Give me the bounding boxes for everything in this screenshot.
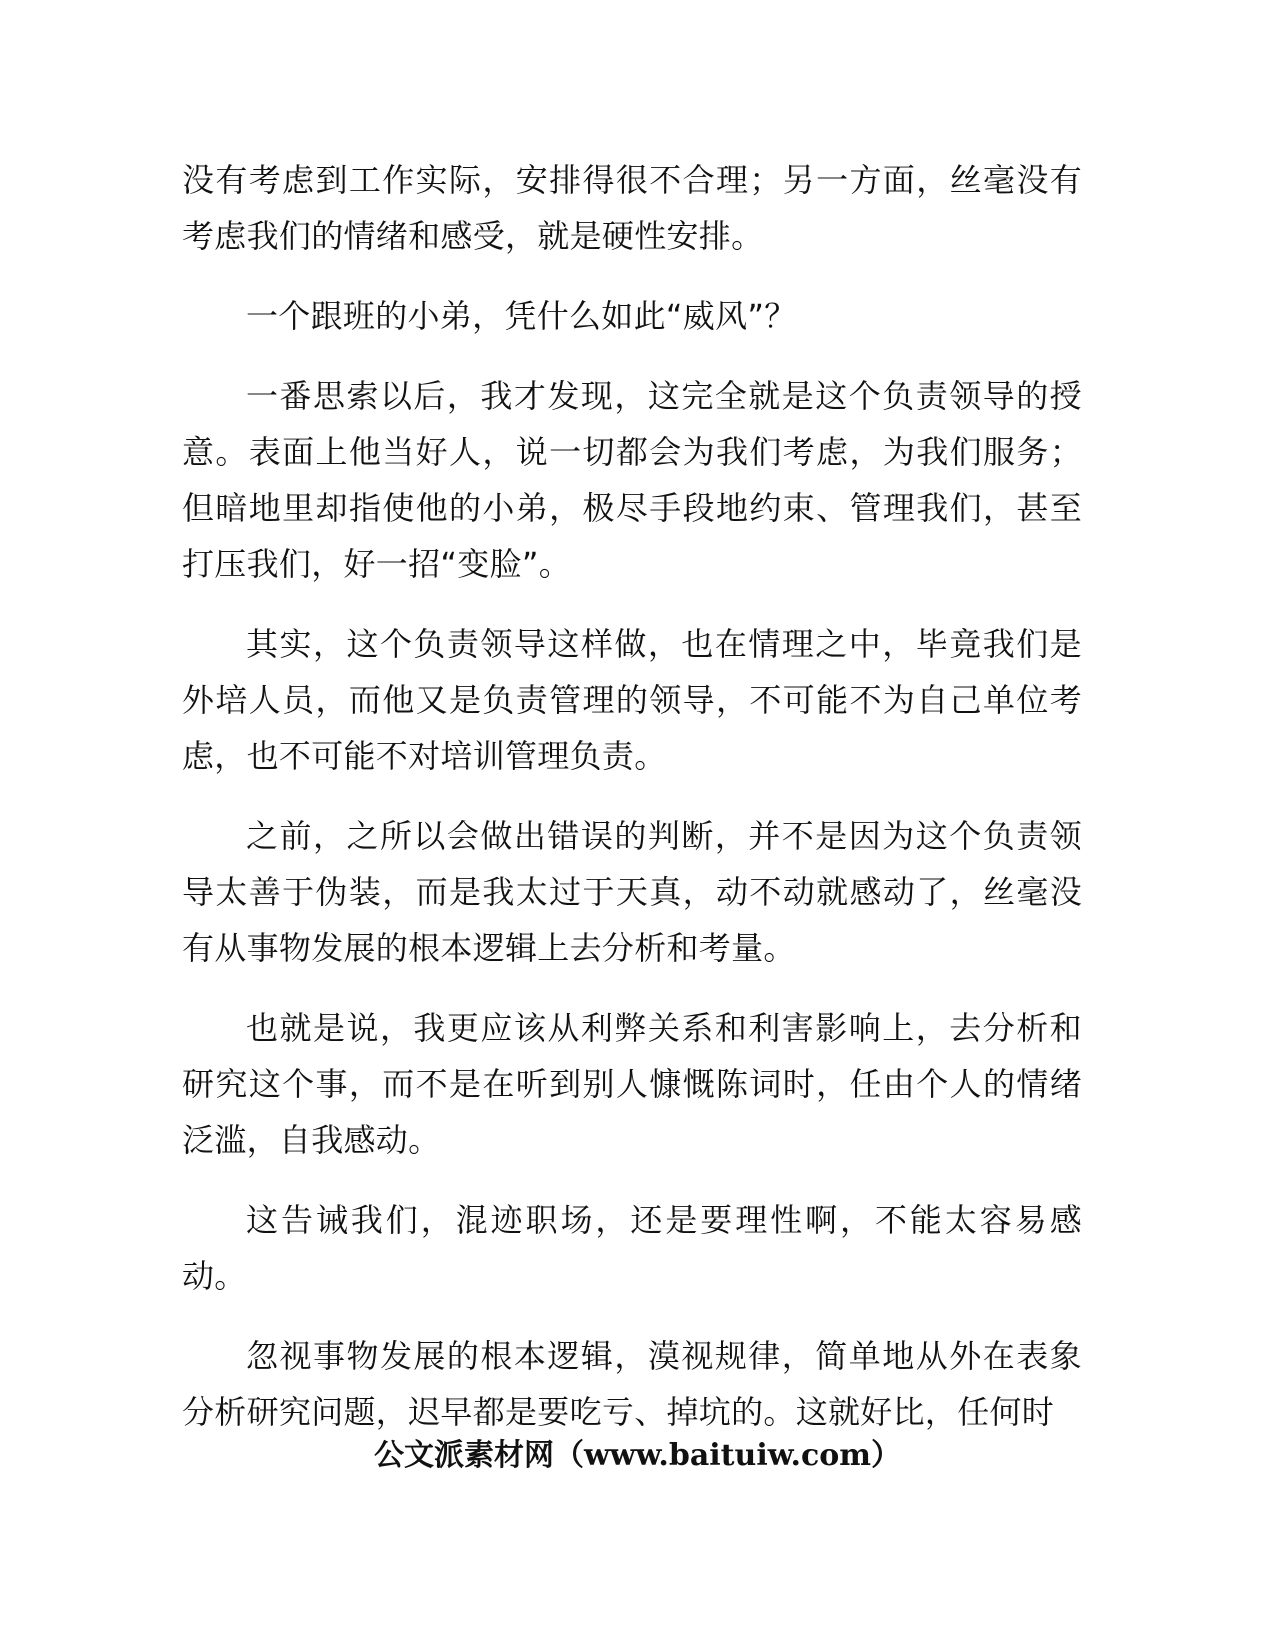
paragraph-7: 这告诫我们，混迹职场，还是要理性啊，不能太容易感动。 [182, 1201, 1082, 1295]
paragraph-2: 一个跟班的小弟，凭什么如此“威风”？ [246, 297, 797, 335]
page-footer: 公文派素材网（www.baituiw.com） [373, 1438, 902, 1473]
paragraph-6: 也就是说，我更应该从利弊关系和利害影响上，去分析和研究这个事，而不是在听到别人慷慨陈词时，任由个人的情绪泛滥，自我感动。 [182, 1009, 1082, 1159]
paragraph-5: 之前，之所以会做出错误的判断，并不是因为这个负责领导太善于伪装，而是我太过于天真，动不动就感动了，丝毫没有从事物发展的根本逻辑上去分析和考量。 [182, 817, 1082, 967]
paragraph-1: 没有考虑到工作实际，安排得很不合理；另一方面，丝毫没有考虑我们的情绪和感受，就是硬性安排。 [182, 161, 1082, 255]
paragraph-3: 一番思索以后，我才发现，这完全就是这个负责领导的授意。表面上他当好人，说一切都会为我们考虑，为我们服务；但暗地里却指使他的小弟，极尽手段地约束、管理我们，甚至打压我们，好一招“变脸”。 [182, 377, 1082, 583]
paragraph-8: 忽视事物发展的根本逻辑，漠视规律，简单地从外在表象分析研究问题，迟早都是要吃亏、掉坑的。这就好比，任何时 [182, 1337, 1082, 1431]
document-body [182, 152, 1082, 1464]
paragraph-4: 其实，这个负责领导这样做，也在情理之中，毕竟我们是外培人员，而他又是负责管理的领导，不可能不为自己单位考虑，也不可能不对培训管理负责。 [182, 625, 1082, 775]
